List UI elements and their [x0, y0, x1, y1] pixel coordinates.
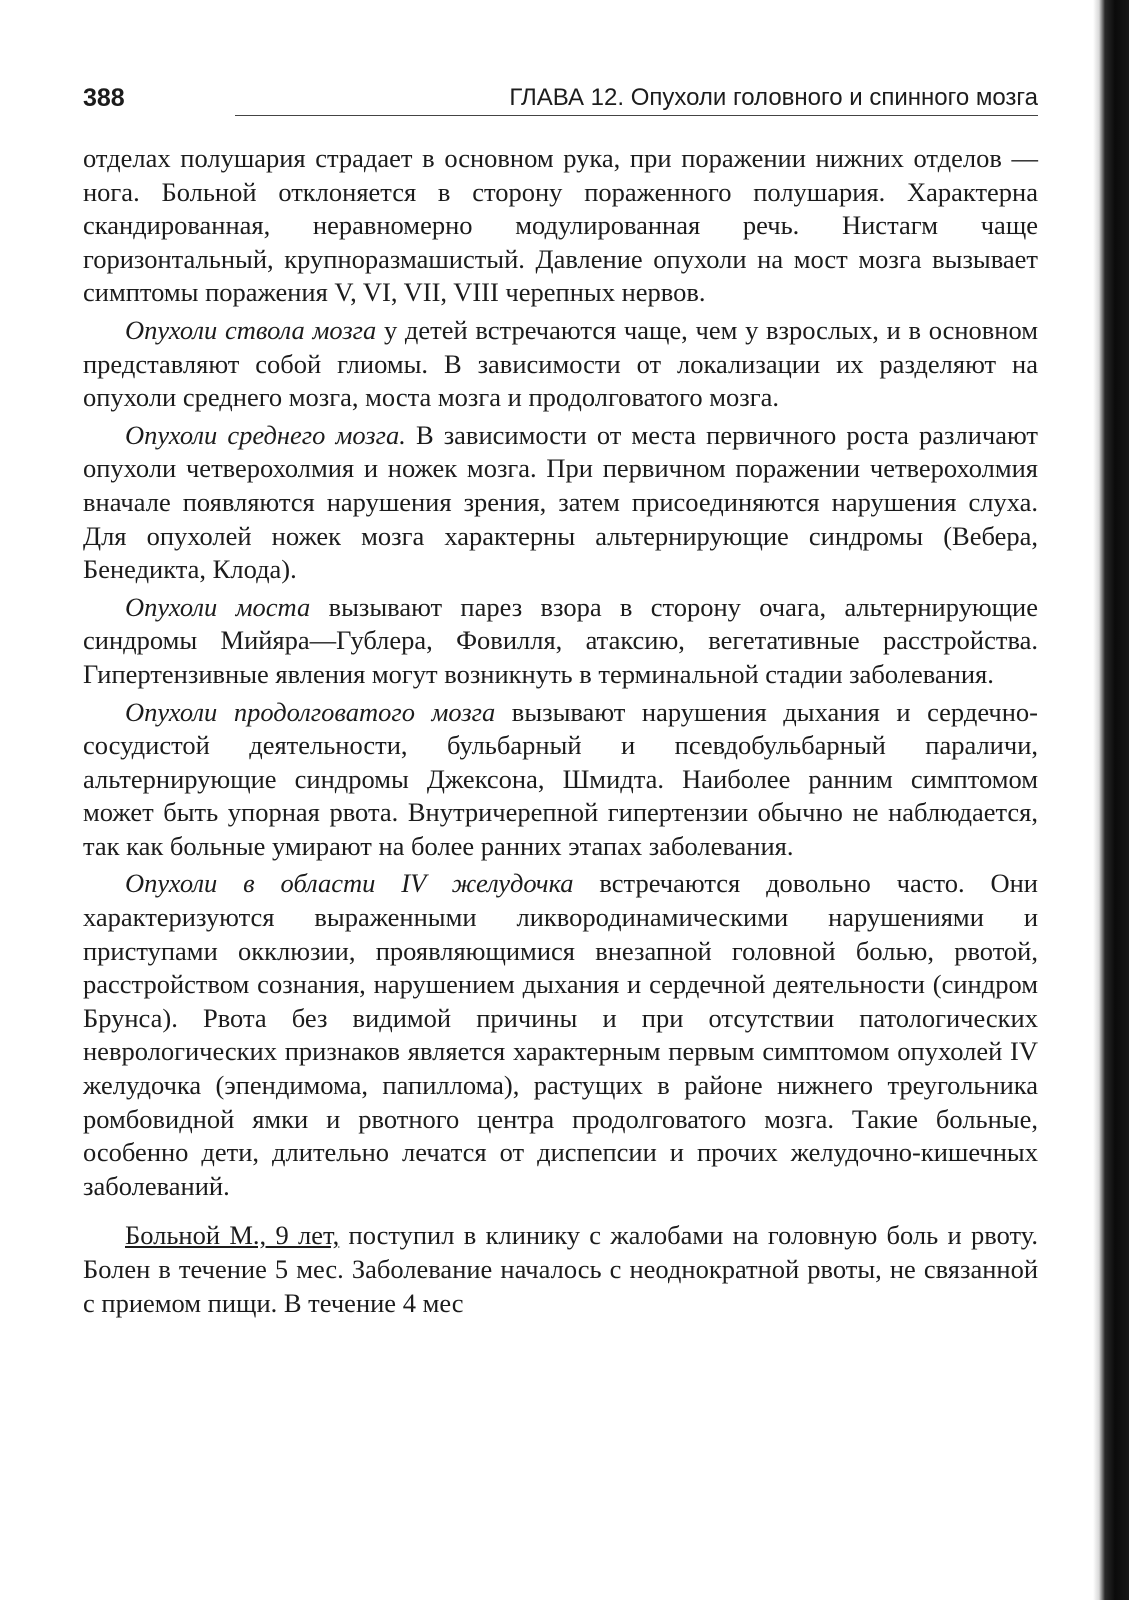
- paragraph-lead: Опухоли продолговатого мозга: [125, 696, 496, 727]
- paragraph-continuation: [83, 142, 1038, 310]
- paragraph-text: у детей встречаются чаще, чем у взрослых, и в основном представляют собой глиомы. В зависимости от локализации их разделяют на опухоли среднего мозга, моста мозга и продолговатого мозга.: [83, 314, 1039, 413]
- page-header: [83, 82, 1038, 118]
- paragraph-case-report: [83, 1219, 1038, 1320]
- page-number: 388: [83, 84, 125, 112]
- paragraph-text: вызывают нарушения дыхания и сердечно-сосудистой деятельности, бульбарный и псевдобульбарный параличи, альтернирующие синдромы Джексона, Шмидта. Наиболее ранним симптомом может быть упорная рвота. Внутричерепной гипертензии обычно не наблюдается, так как больные умирают на более ранних этапах заболевания.: [83, 696, 1038, 861]
- running-head: ГЛАВА 12. Опухоли головного и спинного мозга: [509, 84, 1038, 111]
- case-lead: Больной М., 9 лет,: [125, 1220, 340, 1251]
- paragraph-midbrain-tumors: [83, 419, 1038, 587]
- body-text: [83, 142, 1038, 1320]
- paragraph-text: поступил в клинику с жалобами на головную боль и рвоту. Болен в течение 5 мес. Заболевание началось с неоднократной рвоты, не связанной с приемом пищи. В течение 4 мес: [83, 1220, 1038, 1318]
- scan-page-edge: [1093, 0, 1129, 1600]
- paragraph-medulla-tumors: [83, 696, 1038, 864]
- paragraph-lead: Опухоли в области IV желудочка: [125, 868, 574, 899]
- paragraph-fourth-ventricle-tumors: [83, 867, 1038, 1203]
- paragraph-text: отделах полушария страдает в основном рука, при поражении нижних отделов — нога. Больной отклоняется в сторону пораженного полушария. Характерна скандированная, неравномерно модулированная речь. Нистагм чаще горизонтальный, крупноразмашистый. Давление опухоли на мост мозга вызывает симптомы поражения V, VI, VII, VIII черепных нервов.: [83, 143, 1038, 308]
- paragraph-text: встречаются довольно часто. Они характеризуются выраженными ликвородинамическими нарушениями и приступами окклюзии, проявляющимися внезапной головной болью, рвотой, расстройством сознания, нарушением дыхания и сердечной деятельности (синдром Брунса). Рвота без видимой причины и при отсутствии патологических неврологических признаков является характерным первым симптомом опухолей IV желудочка (эпендимома, папиллома), растущих в районе нижнего треугольника ромбовидной ямки и рвотного центра продолговатого мозга. Такие больные, особенно дети, длительно лечатся от диспепсии и прочих желудочно-кишечных заболеваний.: [83, 868, 1038, 1201]
- paragraph-pons-tumors: [83, 591, 1038, 692]
- header-rule: [235, 115, 1038, 116]
- paragraph-text: В зависимости от места первичного роста различают опухоли четверохолмия и ножек мозга. При первичном поражении четверохолмия вначале появляются нарушения зрения, затем присоединяются нарушения слуха. Для опухолей ножек мозга характерны альтернирующие синдромы (Вебера, Бенедикта, Клода).: [83, 419, 1039, 585]
- paragraph-lead: Опухоли среднего мозга.: [125, 419, 406, 450]
- paragraph-lead: Опухоли ствола мозга: [125, 314, 377, 345]
- paragraph-lead: Опухоли моста: [125, 591, 311, 622]
- paragraph-text: вызывают парез взора в сторону очага, альтернирующие синдромы Мийяра—Гублера, Фовилля, атаксию, вегетативные расстройства. Гипертензивные явления могут возникнуть в терминальной стадии заболевания.: [83, 591, 1038, 689]
- paragraph-brainstem-tumors: [83, 314, 1038, 415]
